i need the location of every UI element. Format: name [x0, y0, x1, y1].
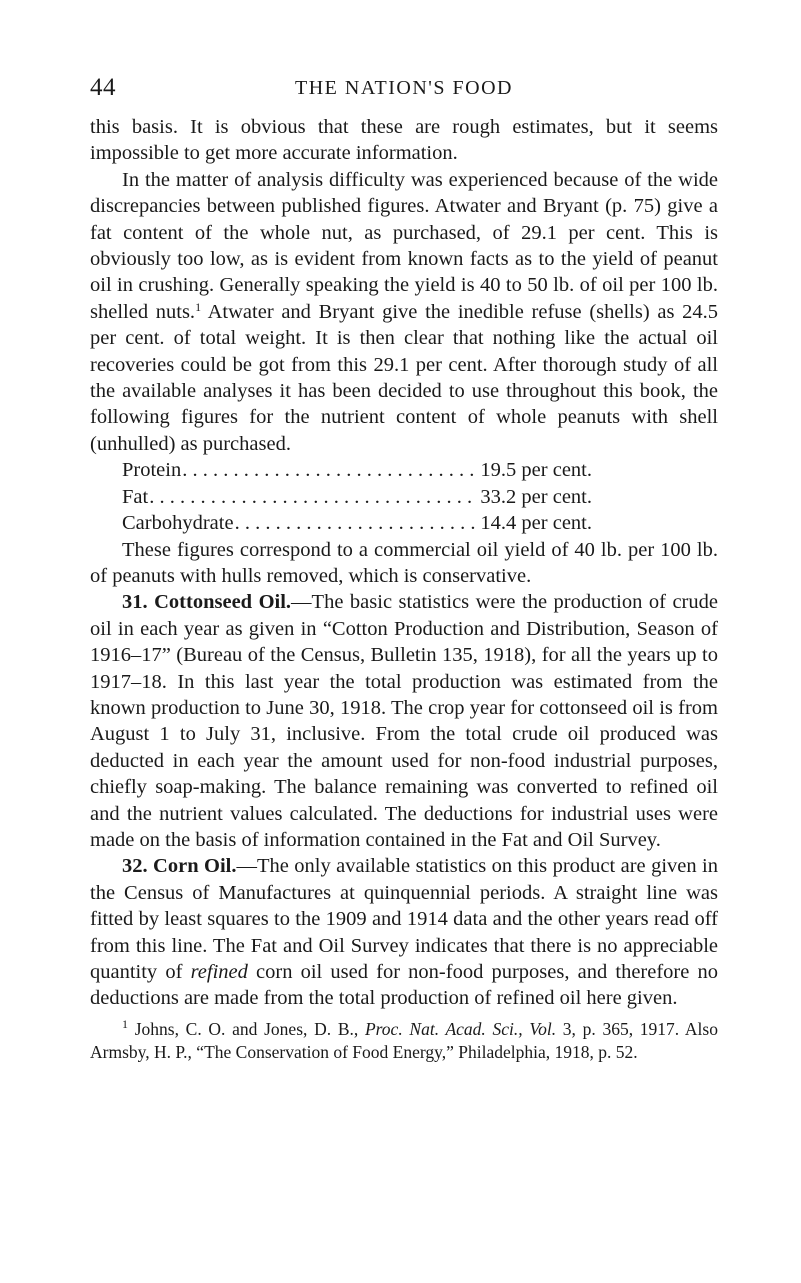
nutrient-name: Fat	[122, 485, 149, 508]
dot-leader	[235, 510, 477, 536]
section-cottonseed-oil	[90, 589, 718, 853]
nutrient-row-fat	[122, 484, 592, 510]
page-number: 44	[90, 74, 116, 101]
body-text	[90, 114, 718, 1064]
footnote-text	[90, 1018, 718, 1064]
section-corn-oil	[90, 853, 718, 1011]
dot-leader	[149, 484, 476, 510]
section-heading-corn: 32. Corn Oil.	[122, 855, 237, 878]
section-text-cottonseed: —The basic statistics were the production of crude oil in each year as given in “Cotton Production and Distribution, Season of 1916–17” (Bureau of the Census, Bulletin 135, 1918), for all the years up to 1917–18. In this last year the total production was estimated from the known production to June 30, 1918. The crop year for cottonseed oil is from August 1 to July 31, inclusive. From the total crude oil produced was deducted in each year the amount used for non-food industrial purposes, chiefly soap-making. The balance remaining was converted to refined oil and the nutrient values calculated. The deductions for industrial uses were made on the basis of information contained in the Fat and Oil Survey.	[90, 591, 718, 851]
nutrient-table	[90, 457, 718, 536]
nutrient-value: 33.2 per cent.	[480, 485, 592, 508]
paragraph-continuation: this basis. It is obvious that these are rough estimates, but it seems impossible to get more accurate information.	[90, 116, 718, 165]
page-header	[90, 74, 718, 104]
footnote-reference: 1	[195, 299, 202, 314]
paragraph-analysis-text-b: Atwater and Bryant give the inedible refuse (shells) as 24.5 per cent. of total weight. It is then clear that nothing like the actual oil recoveries could be got from this 29.1 per cent. After thorough study of all the available analyses it has been decided to use throughout this book, the following figures for the nutrient content of whole peanuts with shell (unhulled) as purchased.	[90, 300, 718, 455]
footnote-marker: 1	[122, 1016, 128, 1031]
footnote	[90, 1018, 718, 1064]
dot-leader	[182, 457, 476, 483]
footnote-text-b: 3, p. 365, 1917. Also Armsby, H. P., “The Conservation of Food Energy,” Philadelphia, 1918, p. 52.	[90, 1018, 718, 1062]
nutrient-name: Carbohydrate	[122, 512, 234, 535]
running-title: THE NATION'S FOOD	[295, 77, 513, 99]
nutrient-row-carbohydrate	[122, 510, 592, 536]
section-text-corn-a: —The only available statistics on this product are given in the Census of Manufactures at quinquennial periods. A straight line was fitted by least squares to the 1909 and 1914 data and the other years read off from this line. The Fat and Oil Survey indicates that there is no appreciable quantity of	[90, 855, 718, 983]
footnote-text-a: Johns, C. O. and Jones, D. B.,	[128, 1018, 365, 1039]
nutrient-row-protein	[122, 457, 592, 483]
section-text-corn-b: corn oil used for non-food purposes, and therefore no deductions are made from the total production of refined oil here given.	[90, 961, 718, 1010]
section-text-corn-emphasis: refined	[190, 961, 248, 983]
nutrient-value: 19.5 per cent.	[480, 459, 592, 482]
paragraph-oil-yield: These figures correspond to a commercial oil yield of 40 lb. per 100 lb. of peanuts with hulls removed, which is conservative.	[90, 538, 718, 587]
nutrient-name: Protein	[122, 459, 182, 482]
section-heading-cottonseed: 31. Cottonseed Oil.	[122, 591, 292, 614]
paragraph-analysis-text-a: In the matter of analysis difficulty was experienced because of the wide discrepancies between published figures. Atwater and Bryant (p. 75) give a fat content of the whole nut, as purchased, of 29.1 per cent. This is obviously too low, as is evident from known facts as to the yield of peanut oil in crushing. Generally speaking the yield is 40 to 50 lb. of oil per 100 lb. shelled nuts.	[90, 168, 718, 323]
nutrient-value: 14.4 per cent.	[480, 512, 592, 535]
paragraph-analysis	[90, 167, 718, 457]
footnote-journal: Proc. Nat. Acad. Sci., Vol.	[364, 1018, 557, 1039]
